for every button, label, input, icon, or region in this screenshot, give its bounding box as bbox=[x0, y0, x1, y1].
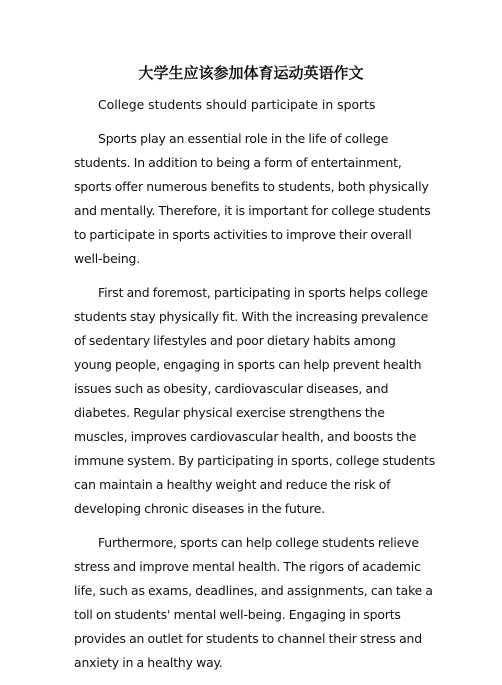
paragraph-1: Sports play an essential role in the life of college students. In addition to being a form of entertainment, sports offer numerous benefits to students, both physically and mentally. Therefore, it is important for college students to participate in sports activities to improve their overall well-being. bbox=[74, 131, 431, 266]
essay-subtitle: College students should participate in sports bbox=[98, 97, 376, 112]
paragraph-2: First and foremost, participating in sports helps college students stay physically fit. With the increasing prevalence of sedentary lifestyles and poor dietary habits among young people, engaging in sports can help prevent health issues such as obesity, cardiovascular diseases, and diabetes. Regular physical exercise strengthens the muscles, improves cardiovascular health, and boosts the immune system. By participating in sports, college students can maintain a healthy weight and reduce the risk of developing chronic diseases in the future. bbox=[74, 285, 436, 516]
paragraph-3: Furthermore, sports can help college students relieve stress and improve mental health. The rigors of academic life, such as exams, deadlines, and assignments, can take a toll on students' mental well-being. Engaging in sports provides an outlet for students to channel their stress and anxiety in a healthy way. bbox=[74, 535, 433, 670]
document-title: 大学生应该参加体育运动英语作文 bbox=[138, 64, 364, 82]
document-body bbox=[74, 93, 436, 685]
